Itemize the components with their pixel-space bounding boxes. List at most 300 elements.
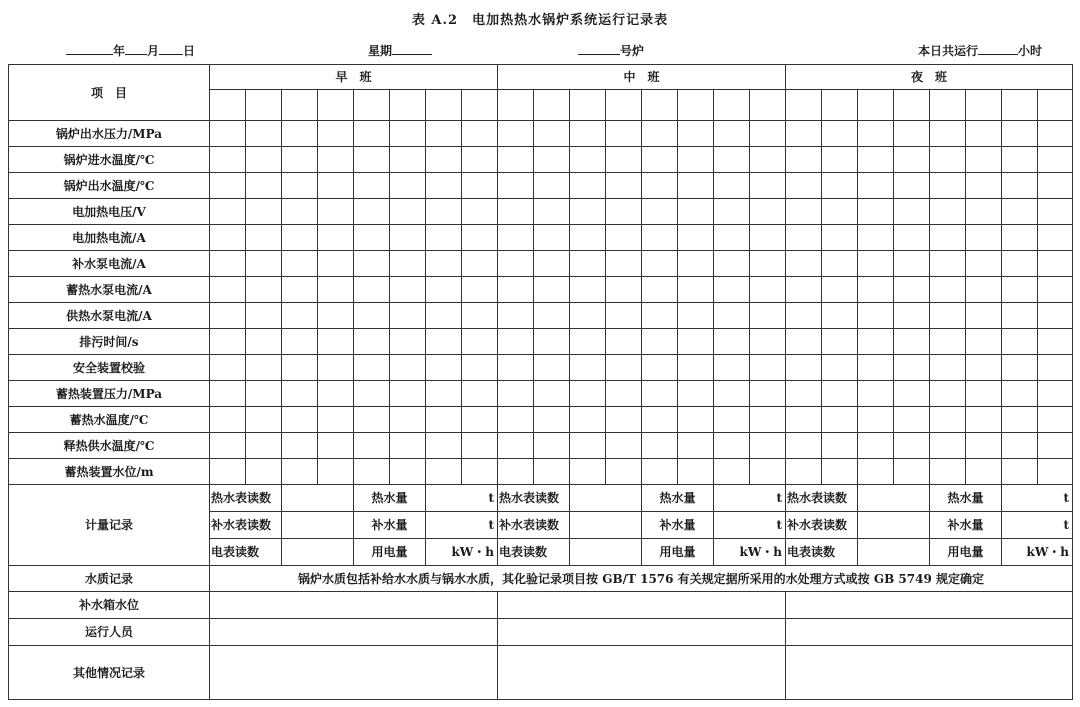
reading-cell[interactable] <box>246 433 282 459</box>
reading-cell[interactable] <box>462 199 498 225</box>
reading-cell[interactable] <box>354 433 390 459</box>
reading-cell[interactable] <box>426 459 462 485</box>
reading-cell[interactable] <box>390 277 426 303</box>
reading-cell[interactable] <box>1002 303 1038 329</box>
shift-entry-middle[interactable] <box>498 592 786 619</box>
reading-cell[interactable] <box>282 407 318 433</box>
shift-entry-night[interactable] <box>786 646 1073 700</box>
meter-reading-value-morning[interactable] <box>282 485 354 512</box>
reading-cell[interactable] <box>534 303 570 329</box>
reading-cell[interactable] <box>786 459 822 485</box>
reading-cell[interactable] <box>426 225 462 251</box>
reading-cell[interactable] <box>858 407 894 433</box>
reading-cell[interactable] <box>210 147 246 173</box>
reading-cell[interactable] <box>642 277 678 303</box>
reading-cell[interactable] <box>642 121 678 147</box>
reading-cell[interactable] <box>246 459 282 485</box>
reading-cell[interactable] <box>678 407 714 433</box>
reading-cell[interactable] <box>462 329 498 355</box>
reading-cell[interactable] <box>858 121 894 147</box>
reading-cell[interactable] <box>930 251 966 277</box>
reading-cell[interactable] <box>426 303 462 329</box>
reading-cell[interactable] <box>318 329 354 355</box>
reading-cell[interactable] <box>210 303 246 329</box>
reading-cell[interactable] <box>750 147 786 173</box>
reading-cell[interactable] <box>786 225 822 251</box>
shift-entry-night[interactable] <box>786 592 1073 619</box>
reading-cell[interactable] <box>714 381 750 407</box>
reading-cell[interactable] <box>894 459 930 485</box>
reading-cell[interactable] <box>678 173 714 199</box>
reading-cell[interactable] <box>570 225 606 251</box>
reading-cell[interactable] <box>1002 459 1038 485</box>
reading-cell[interactable] <box>642 303 678 329</box>
reading-cell[interactable] <box>282 147 318 173</box>
reading-cell[interactable] <box>246 329 282 355</box>
reading-cell[interactable] <box>858 381 894 407</box>
shift-entry-night[interactable] <box>786 619 1073 646</box>
reading-cell[interactable] <box>462 147 498 173</box>
time-slot-header-cell[interactable] <box>966 90 1002 121</box>
reading-cell[interactable] <box>318 381 354 407</box>
shift-entry-morning[interactable] <box>210 592 498 619</box>
reading-cell[interactable] <box>534 381 570 407</box>
reading-cell[interactable] <box>426 329 462 355</box>
reading-cell[interactable] <box>606 459 642 485</box>
reading-cell[interactable] <box>426 147 462 173</box>
reading-cell[interactable] <box>246 121 282 147</box>
reading-cell[interactable] <box>642 381 678 407</box>
reading-cell[interactable] <box>750 303 786 329</box>
reading-cell[interactable] <box>822 303 858 329</box>
reading-cell[interactable] <box>930 303 966 329</box>
reading-cell[interactable] <box>894 277 930 303</box>
shift-entry-middle[interactable] <box>498 646 786 700</box>
reading-cell[interactable] <box>894 199 930 225</box>
reading-cell[interactable] <box>534 121 570 147</box>
reading-cell[interactable] <box>822 433 858 459</box>
reading-cell[interactable] <box>678 355 714 381</box>
time-slot-header-cell[interactable] <box>606 90 642 121</box>
reading-cell[interactable] <box>354 225 390 251</box>
reading-cell[interactable] <box>678 303 714 329</box>
reading-cell[interactable] <box>678 277 714 303</box>
reading-cell[interactable] <box>498 303 534 329</box>
reading-cell[interactable] <box>462 433 498 459</box>
reading-cell[interactable] <box>354 381 390 407</box>
reading-cell[interactable] <box>318 355 354 381</box>
reading-cell[interactable] <box>750 329 786 355</box>
reading-cell[interactable] <box>750 251 786 277</box>
reading-cell[interactable] <box>462 303 498 329</box>
reading-cell[interactable] <box>966 407 1002 433</box>
reading-cell[interactable] <box>1002 225 1038 251</box>
shift-entry-middle[interactable] <box>498 619 786 646</box>
reading-cell[interactable] <box>714 303 750 329</box>
reading-cell[interactable] <box>462 407 498 433</box>
reading-cell[interactable] <box>642 433 678 459</box>
reading-cell[interactable] <box>678 251 714 277</box>
reading-cell[interactable] <box>642 147 678 173</box>
reading-cell[interactable] <box>858 329 894 355</box>
reading-cell[interactable] <box>786 199 822 225</box>
reading-cell[interactable] <box>678 225 714 251</box>
reading-cell[interactable] <box>750 407 786 433</box>
reading-cell[interactable] <box>1002 199 1038 225</box>
reading-cell[interactable] <box>318 251 354 277</box>
reading-cell[interactable] <box>426 277 462 303</box>
reading-cell[interactable] <box>282 303 318 329</box>
reading-cell[interactable] <box>930 225 966 251</box>
reading-cell[interactable] <box>246 173 282 199</box>
reading-cell[interactable] <box>498 121 534 147</box>
reading-cell[interactable] <box>966 329 1002 355</box>
reading-cell[interactable] <box>1002 355 1038 381</box>
reading-cell[interactable] <box>822 329 858 355</box>
reading-cell[interactable] <box>318 121 354 147</box>
reading-cell[interactable] <box>498 147 534 173</box>
reading-cell[interactable] <box>570 199 606 225</box>
reading-cell[interactable] <box>714 225 750 251</box>
reading-cell[interactable] <box>354 355 390 381</box>
reading-cell[interactable] <box>1038 199 1073 225</box>
reading-cell[interactable] <box>534 277 570 303</box>
meter-quantity-unit-morning[interactable]: t <box>426 485 498 512</box>
shift-entry-morning[interactable] <box>210 646 498 700</box>
reading-cell[interactable] <box>1002 329 1038 355</box>
reading-cell[interactable] <box>534 173 570 199</box>
reading-cell[interactable] <box>930 381 966 407</box>
meter-reading-value-middle[interactable] <box>570 539 642 566</box>
reading-cell[interactable] <box>354 251 390 277</box>
reading-cell[interactable] <box>210 225 246 251</box>
reading-cell[interactable] <box>1038 355 1073 381</box>
time-slot-header-cell[interactable] <box>642 90 678 121</box>
reading-cell[interactable] <box>318 225 354 251</box>
reading-cell[interactable] <box>354 147 390 173</box>
reading-cell[interactable] <box>498 329 534 355</box>
reading-cell[interactable] <box>390 199 426 225</box>
reading-cell[interactable] <box>462 251 498 277</box>
reading-cell[interactable] <box>1038 329 1073 355</box>
reading-cell[interactable] <box>282 355 318 381</box>
reading-cell[interactable] <box>534 459 570 485</box>
reading-cell[interactable] <box>930 121 966 147</box>
reading-cell[interactable] <box>570 303 606 329</box>
reading-cell[interactable] <box>822 121 858 147</box>
time-slot-header-cell[interactable] <box>498 90 534 121</box>
reading-cell[interactable] <box>678 199 714 225</box>
reading-cell[interactable] <box>606 407 642 433</box>
reading-cell[interactable] <box>282 251 318 277</box>
reading-cell[interactable] <box>606 355 642 381</box>
reading-cell[interactable] <box>390 459 426 485</box>
reading-cell[interactable] <box>894 147 930 173</box>
reading-cell[interactable] <box>750 433 786 459</box>
reading-cell[interactable] <box>282 173 318 199</box>
reading-cell[interactable] <box>750 459 786 485</box>
reading-cell[interactable] <box>534 225 570 251</box>
reading-cell[interactable] <box>1002 121 1038 147</box>
reading-cell[interactable] <box>390 173 426 199</box>
reading-cell[interactable] <box>390 251 426 277</box>
reading-cell[interactable] <box>822 459 858 485</box>
reading-cell[interactable] <box>822 277 858 303</box>
reading-cell[interactable] <box>1038 277 1073 303</box>
reading-cell[interactable] <box>858 225 894 251</box>
time-slot-header-cell[interactable] <box>894 90 930 121</box>
reading-cell[interactable] <box>498 277 534 303</box>
reading-cell[interactable] <box>462 277 498 303</box>
reading-cell[interactable] <box>678 329 714 355</box>
reading-cell[interactable] <box>570 277 606 303</box>
reading-cell[interactable] <box>282 329 318 355</box>
reading-cell[interactable] <box>426 251 462 277</box>
reading-cell[interactable] <box>354 173 390 199</box>
reading-cell[interactable] <box>534 147 570 173</box>
reading-cell[interactable] <box>750 173 786 199</box>
reading-cell[interactable] <box>462 173 498 199</box>
meter-quantity-unit-morning[interactable]: kW・h <box>426 539 498 566</box>
reading-cell[interactable] <box>858 251 894 277</box>
reading-cell[interactable] <box>930 329 966 355</box>
reading-cell[interactable] <box>822 407 858 433</box>
meter-quantity-unit-middle[interactable]: t <box>714 485 786 512</box>
reading-cell[interactable] <box>534 251 570 277</box>
reading-cell[interactable] <box>390 407 426 433</box>
reading-cell[interactable] <box>1002 381 1038 407</box>
reading-cell[interactable] <box>534 355 570 381</box>
reading-cell[interactable] <box>246 225 282 251</box>
meter-quantity-unit-middle[interactable]: kW・h <box>714 539 786 566</box>
reading-cell[interactable] <box>678 121 714 147</box>
reading-cell[interactable] <box>750 225 786 251</box>
reading-cell[interactable] <box>210 355 246 381</box>
reading-cell[interactable] <box>426 381 462 407</box>
reading-cell[interactable] <box>966 381 1002 407</box>
reading-cell[interactable] <box>642 329 678 355</box>
reading-cell[interactable] <box>534 199 570 225</box>
reading-cell[interactable] <box>894 407 930 433</box>
time-slot-header-cell[interactable] <box>390 90 426 121</box>
reading-cell[interactable] <box>966 303 1002 329</box>
reading-cell[interactable] <box>390 147 426 173</box>
reading-cell[interactable] <box>390 355 426 381</box>
reading-cell[interactable] <box>570 381 606 407</box>
reading-cell[interactable] <box>390 433 426 459</box>
time-slot-header-cell[interactable] <box>318 90 354 121</box>
reading-cell[interactable] <box>714 121 750 147</box>
reading-cell[interactable] <box>1038 407 1073 433</box>
reading-cell[interactable] <box>318 277 354 303</box>
reading-cell[interactable] <box>570 407 606 433</box>
reading-cell[interactable] <box>894 225 930 251</box>
reading-cell[interactable] <box>642 173 678 199</box>
reading-cell[interactable] <box>498 381 534 407</box>
reading-cell[interactable] <box>318 433 354 459</box>
time-slot-header-cell[interactable] <box>246 90 282 121</box>
meter-reading-value-night[interactable] <box>858 485 930 512</box>
month-blank[interactable] <box>125 42 147 55</box>
reading-cell[interactable] <box>930 355 966 381</box>
reading-cell[interactable] <box>282 121 318 147</box>
time-slot-header-cell[interactable] <box>750 90 786 121</box>
reading-cell[interactable] <box>966 355 1002 381</box>
reading-cell[interactable] <box>930 277 966 303</box>
meter-quantity-unit-night[interactable]: t <box>1002 512 1073 539</box>
reading-cell[interactable] <box>786 303 822 329</box>
reading-cell[interactable] <box>210 277 246 303</box>
reading-cell[interactable] <box>966 277 1002 303</box>
meter-reading-value-morning[interactable] <box>282 512 354 539</box>
reading-cell[interactable] <box>1038 173 1073 199</box>
reading-cell[interactable] <box>390 303 426 329</box>
reading-cell[interactable] <box>966 251 1002 277</box>
reading-cell[interactable] <box>714 251 750 277</box>
reading-cell[interactable] <box>930 147 966 173</box>
reading-cell[interactable] <box>930 199 966 225</box>
reading-cell[interactable] <box>678 459 714 485</box>
reading-cell[interactable] <box>894 173 930 199</box>
reading-cell[interactable] <box>210 459 246 485</box>
reading-cell[interactable] <box>390 121 426 147</box>
time-slot-header-cell[interactable] <box>1038 90 1073 121</box>
reading-cell[interactable] <box>966 433 1002 459</box>
reading-cell[interactable] <box>894 121 930 147</box>
weekday-blank[interactable] <box>392 42 432 55</box>
reading-cell[interactable] <box>282 199 318 225</box>
reading-cell[interactable] <box>210 251 246 277</box>
reading-cell[interactable] <box>498 251 534 277</box>
reading-cell[interactable] <box>678 381 714 407</box>
reading-cell[interactable] <box>354 407 390 433</box>
reading-cell[interactable] <box>1002 147 1038 173</box>
reading-cell[interactable] <box>1038 147 1073 173</box>
reading-cell[interactable] <box>318 147 354 173</box>
reading-cell[interactable] <box>354 121 390 147</box>
reading-cell[interactable] <box>750 277 786 303</box>
reading-cell[interactable] <box>786 251 822 277</box>
reading-cell[interactable] <box>570 433 606 459</box>
reading-cell[interactable] <box>1038 459 1073 485</box>
reading-cell[interactable] <box>1002 173 1038 199</box>
reading-cell[interactable] <box>246 199 282 225</box>
reading-cell[interactable] <box>966 173 1002 199</box>
reading-cell[interactable] <box>606 381 642 407</box>
reading-cell[interactable] <box>750 121 786 147</box>
reading-cell[interactable] <box>354 277 390 303</box>
reading-cell[interactable] <box>786 407 822 433</box>
reading-cell[interactable] <box>930 407 966 433</box>
time-slot-header-cell[interactable] <box>210 90 246 121</box>
reading-cell[interactable] <box>1038 251 1073 277</box>
time-slot-header-cell[interactable] <box>858 90 894 121</box>
reading-cell[interactable] <box>282 381 318 407</box>
reading-cell[interactable] <box>354 459 390 485</box>
reading-cell[interactable] <box>462 381 498 407</box>
reading-cell[interactable] <box>210 329 246 355</box>
reading-cell[interactable] <box>930 459 966 485</box>
reading-cell[interactable] <box>606 173 642 199</box>
reading-cell[interactable] <box>498 355 534 381</box>
reading-cell[interactable] <box>318 407 354 433</box>
reading-cell[interactable] <box>246 277 282 303</box>
reading-cell[interactable] <box>498 433 534 459</box>
reading-cell[interactable] <box>750 355 786 381</box>
reading-cell[interactable] <box>210 407 246 433</box>
reading-cell[interactable] <box>642 199 678 225</box>
reading-cell[interactable] <box>246 147 282 173</box>
reading-cell[interactable] <box>894 303 930 329</box>
reading-cell[interactable] <box>858 355 894 381</box>
reading-cell[interactable] <box>930 433 966 459</box>
reading-cell[interactable] <box>318 199 354 225</box>
reading-cell[interactable] <box>858 173 894 199</box>
reading-cell[interactable] <box>966 121 1002 147</box>
reading-cell[interactable] <box>570 329 606 355</box>
time-slot-header-cell[interactable] <box>534 90 570 121</box>
reading-cell[interactable] <box>282 433 318 459</box>
reading-cell[interactable] <box>822 225 858 251</box>
reading-cell[interactable] <box>858 303 894 329</box>
reading-cell[interactable] <box>570 459 606 485</box>
reading-cell[interactable] <box>534 329 570 355</box>
reading-cell[interactable] <box>462 355 498 381</box>
reading-cell[interactable] <box>678 147 714 173</box>
reading-cell[interactable] <box>606 251 642 277</box>
reading-cell[interactable] <box>606 225 642 251</box>
reading-cell[interactable] <box>210 121 246 147</box>
reading-cell[interactable] <box>714 277 750 303</box>
reading-cell[interactable] <box>750 199 786 225</box>
reading-cell[interactable] <box>786 277 822 303</box>
reading-cell[interactable] <box>498 199 534 225</box>
reading-cell[interactable] <box>210 381 246 407</box>
reading-cell[interactable] <box>462 225 498 251</box>
reading-cell[interactable] <box>786 329 822 355</box>
reading-cell[interactable] <box>1038 225 1073 251</box>
reading-cell[interactable] <box>1038 121 1073 147</box>
reading-cell[interactable] <box>354 199 390 225</box>
time-slot-header-cell[interactable] <box>1002 90 1038 121</box>
reading-cell[interactable] <box>570 355 606 381</box>
boiler-number-blank[interactable] <box>578 42 620 55</box>
reading-cell[interactable] <box>642 459 678 485</box>
reading-cell[interactable] <box>534 407 570 433</box>
reading-cell[interactable] <box>786 381 822 407</box>
reading-cell[interactable] <box>426 355 462 381</box>
reading-cell[interactable] <box>570 121 606 147</box>
reading-cell[interactable] <box>498 225 534 251</box>
time-slot-header-cell[interactable] <box>282 90 318 121</box>
reading-cell[interactable] <box>822 173 858 199</box>
reading-cell[interactable] <box>786 121 822 147</box>
reading-cell[interactable] <box>786 147 822 173</box>
reading-cell[interactable] <box>318 173 354 199</box>
reading-cell[interactable] <box>318 303 354 329</box>
reading-cell[interactable] <box>894 433 930 459</box>
meter-reading-value-morning[interactable] <box>282 539 354 566</box>
reading-cell[interactable] <box>570 173 606 199</box>
reading-cell[interactable] <box>822 251 858 277</box>
reading-cell[interactable] <box>642 407 678 433</box>
meter-quantity-unit-night[interactable]: kW・h <box>1002 539 1073 566</box>
reading-cell[interactable] <box>318 459 354 485</box>
year-blank[interactable] <box>66 42 113 55</box>
reading-cell[interactable] <box>678 433 714 459</box>
reading-cell[interactable] <box>570 147 606 173</box>
reading-cell[interactable] <box>714 329 750 355</box>
